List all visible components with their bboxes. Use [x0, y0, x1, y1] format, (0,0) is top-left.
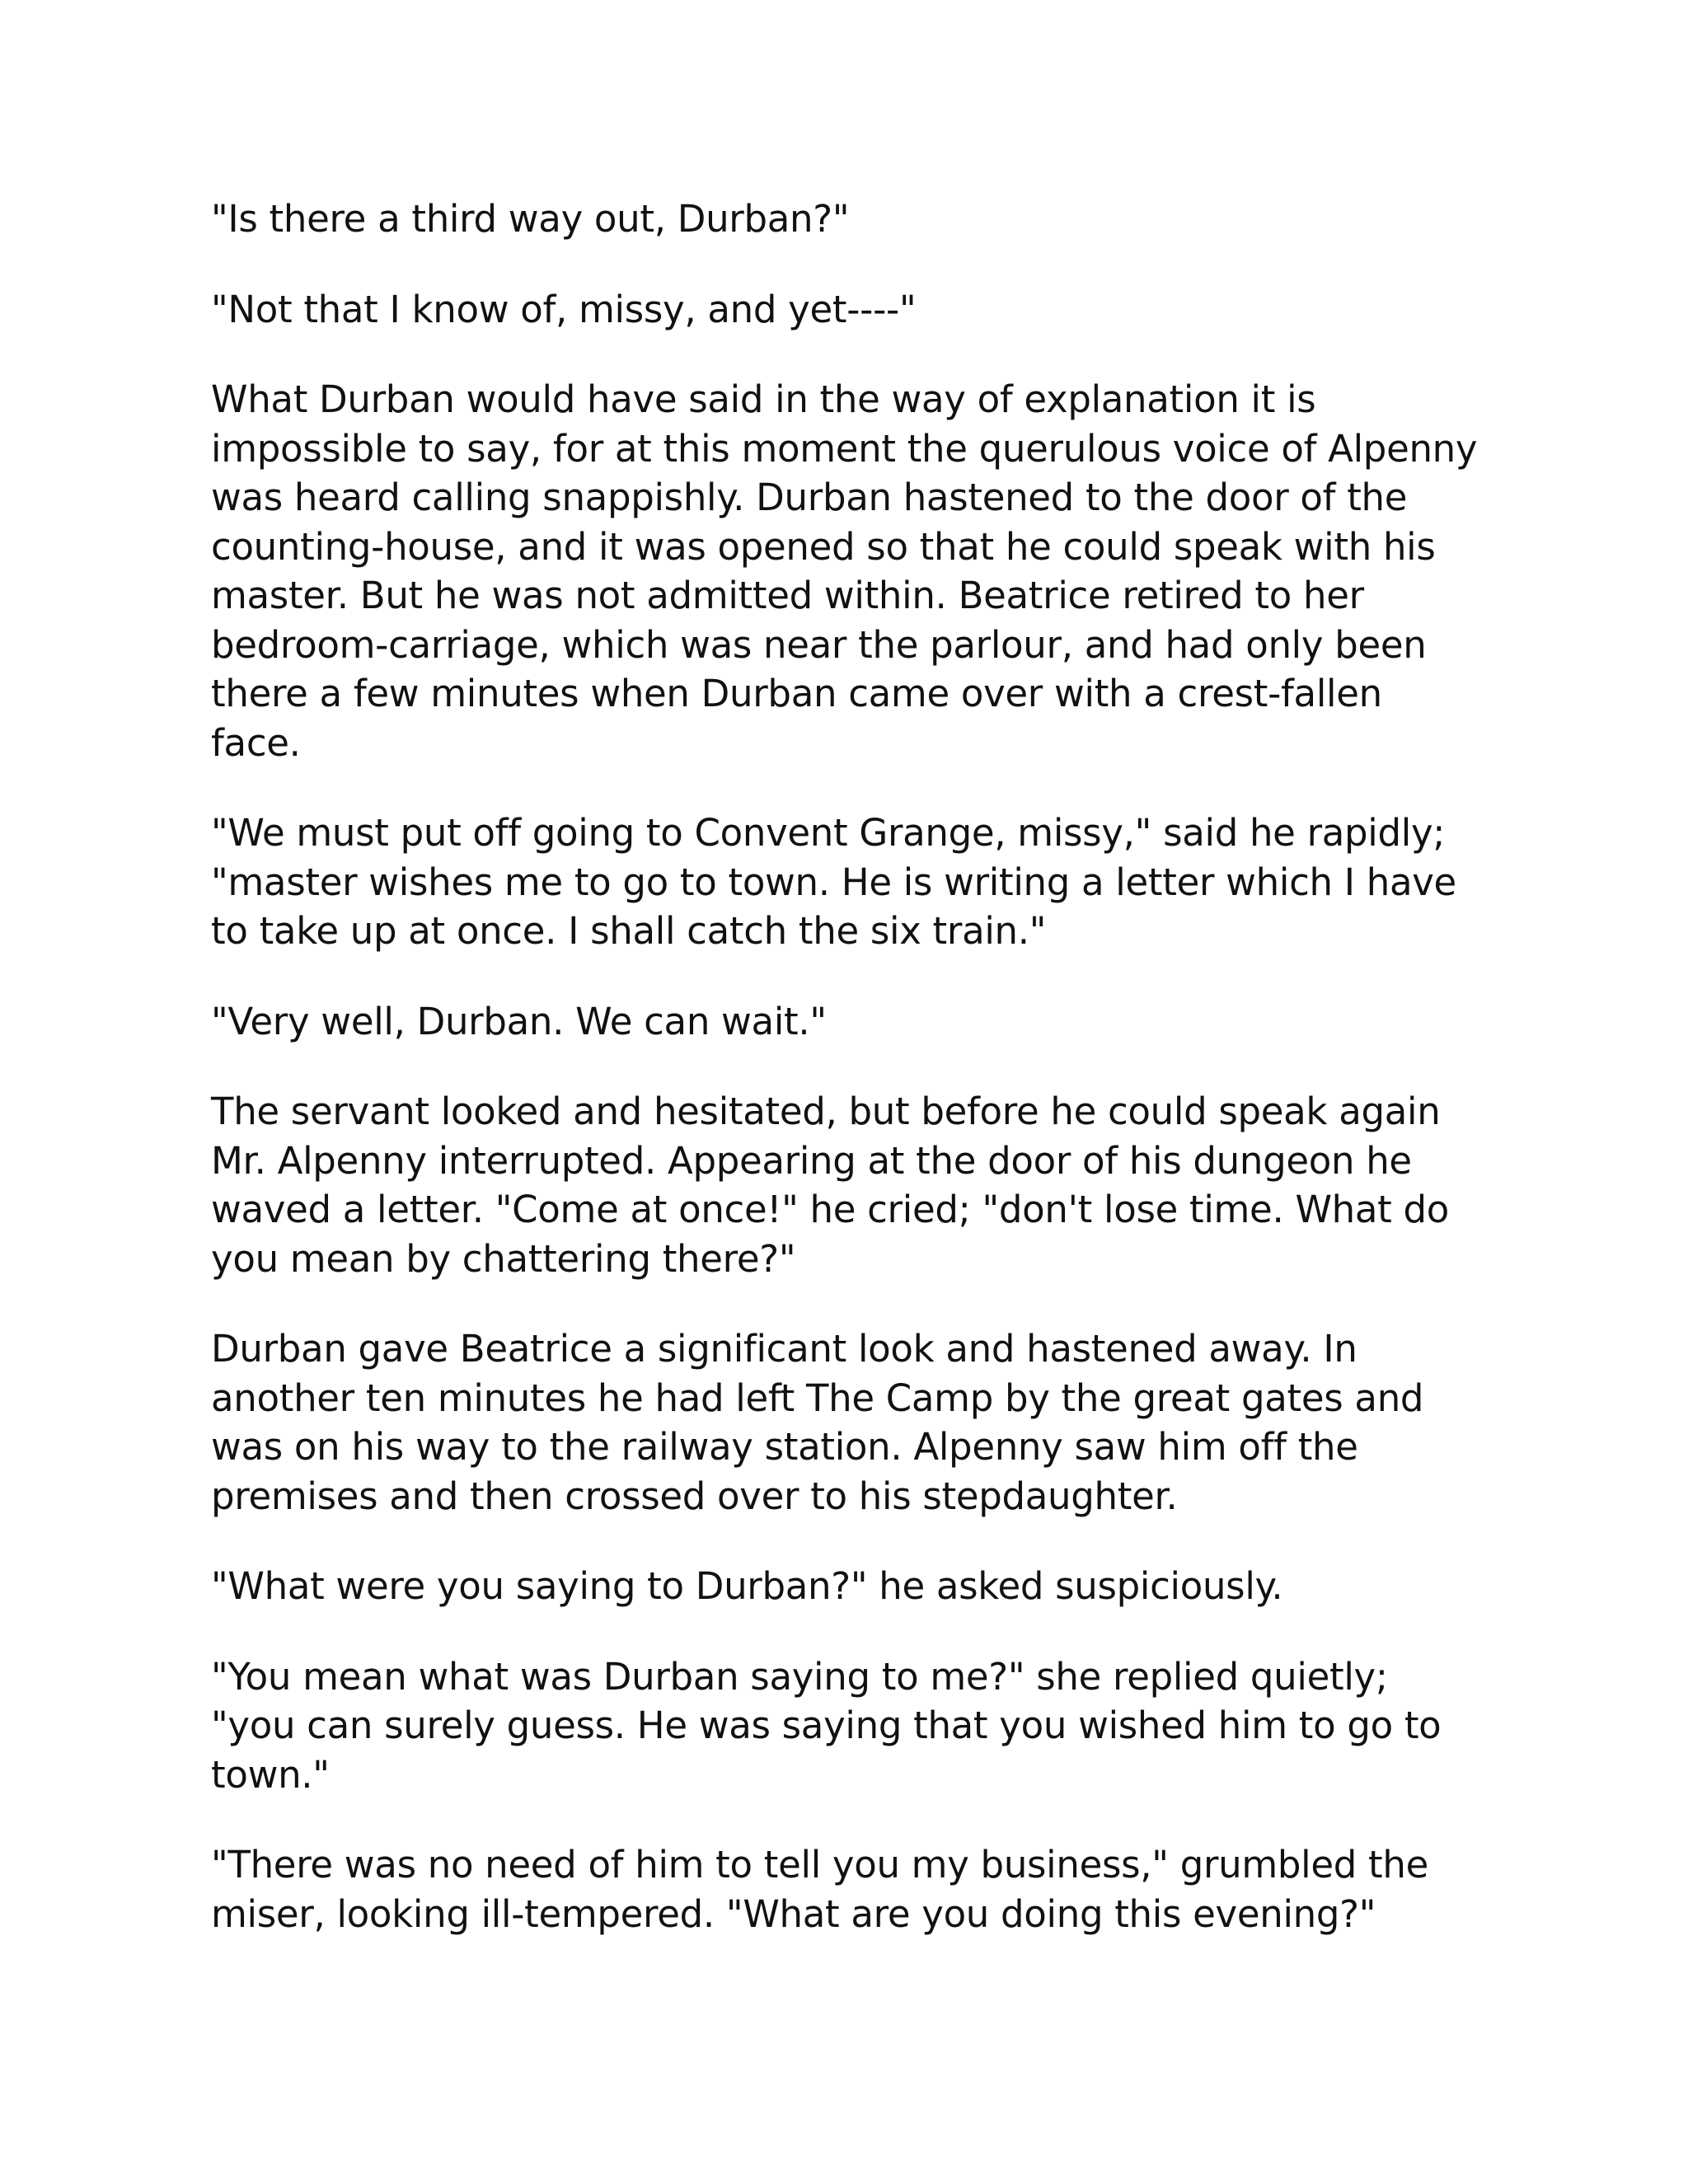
text-line: town."	[211, 1752, 330, 1797]
body-text	[211, 194, 1497, 1980]
text-line: What Durban would have said in the way of explanation it is	[211, 377, 1316, 421]
text-line: was on his way to the railway station. Alpenny saw him off the	[211, 1425, 1358, 1469]
paragraph	[211, 285, 1497, 335]
paragraph	[211, 1324, 1497, 1521]
text-line: "There was no need of him to tell you my business," grumbled the	[211, 1843, 1428, 1886]
text-line: counting-house, and it was opened so that he could speak with his	[211, 524, 1436, 569]
text-line: "We must put off going to Convent Grange, missy," said he rapidly;	[211, 811, 1446, 855]
paragraph	[211, 808, 1497, 956]
text-line: was heard calling snappishly. Durban hastened to the door of the	[211, 476, 1408, 519]
paragraph	[211, 375, 1497, 767]
text-line: The servant looked and hesitated, but before he could speak again	[211, 1090, 1441, 1133]
text-line: there a few minutes when Durban came over with a crest-fallen	[211, 672, 1382, 715]
text-line: you mean by chattering there?"	[211, 1236, 796, 1281]
text-line: miser, looking ill-tempered. "What are you doing this evening?"	[211, 1891, 1376, 1936]
text-line: premises and then crossed over to his stepdaughter.	[211, 1474, 1178, 1518]
paragraph	[211, 1562, 1497, 1611]
text-line: "master wishes me to go to town. He is writing a letter which I have	[211, 860, 1456, 904]
text-line: "What were you saying to Durban?" he asked suspiciously.	[211, 1564, 1283, 1608]
text-line: Durban gave Beatrice a significant look and hastened away. In	[211, 1327, 1357, 1371]
text-line: to take up at once. I shall catch the six train."	[211, 909, 1047, 953]
text-line: "You mean what was Durban saying to me?" she replied quietly;	[211, 1654, 1388, 1699]
paragraph	[211, 997, 1497, 1047]
text-line: master. But he was not admitted within. Beatrice retired to her	[211, 574, 1364, 617]
text-line: "Not that I know of, missy, and yet----"	[211, 287, 917, 331]
text-line: another ten minutes he had left The Camp by the great gates and	[211, 1376, 1424, 1420]
text-line: "Is there a third way out, Durban?"	[211, 197, 850, 241]
text-line: face.	[211, 720, 301, 765]
text-line: "you can surely guess. He was saying that you wished him to go to	[211, 1704, 1442, 1747]
paragraph	[211, 1840, 1497, 1938]
paragraph	[211, 1652, 1497, 1800]
text-line: impossible to say, for at this moment the querulous voice of Alpenny	[211, 426, 1478, 471]
text-line: waved a letter. "Come at once!" he cried; "don't lose time. What do	[211, 1188, 1449, 1231]
paragraph	[211, 1087, 1497, 1283]
paragraph	[211, 194, 1497, 244]
text-line: bedroom-carriage, which was near the parlour, and had only been	[211, 622, 1427, 667]
text-line: Mr. Alpenny interrupted. Appearing at the door of his dungeon he	[211, 1138, 1412, 1183]
text-line: "Very well, Durban. We can wait."	[211, 999, 827, 1043]
